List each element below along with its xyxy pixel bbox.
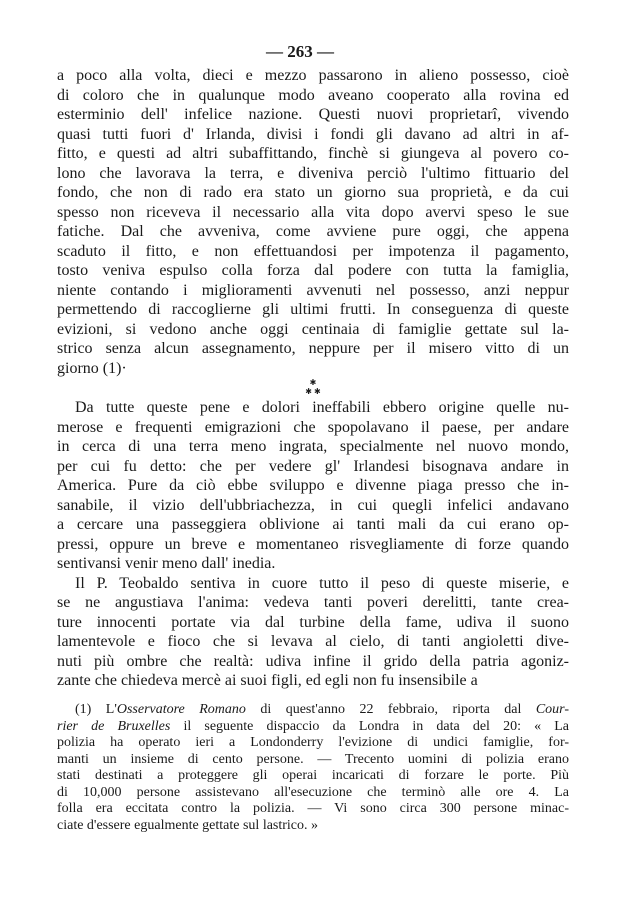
footnote-line — [57, 752, 569, 769]
footnote-text: ciate d'essere egualmente gettate sul lastrico. » — [57, 817, 319, 833]
page-number: — 263 — — [266, 42, 334, 61]
text-line: quasi tutti fuori d' Irlanda, divisi i fondi gli davano ad altri in af- — [57, 125, 569, 143]
text-line: a cercare una passeggiera oblivione ai tanti mali da cui erano op- — [57, 516, 569, 533]
text-line: fondo, che non di rado era stato un giorno sua proprietà, e da cui — [57, 184, 569, 201]
text-line: permettendo di raccoglierne gli ultimi frutti. In conseguenza di queste — [57, 301, 569, 318]
footnote-line — [57, 768, 569, 785]
footnote-text: (1) L' — [75, 702, 117, 717]
text-line: ture innocenti portate via dal turbine della fame, udiva il suono — [57, 613, 569, 631]
footnote-text: stati destinati a proteggere gli operai incaricati di forzare le porte. Più — [57, 768, 569, 783]
paragraph — [57, 66, 569, 378]
text-line: scaduto il fitto, e non effettuandosi per impotenza il pagamento, — [57, 242, 569, 260]
footnote-text: il seguente dispaccio da Londra in data del 20: « La — [170, 718, 569, 734]
footnote-line — [57, 818, 569, 835]
text-line: strico senza alcun assegnamento, neppure per il misero vitto di un — [57, 340, 569, 357]
asterism: ✱ ✱ ✱ — [305, 378, 321, 396]
footnote-line — [57, 801, 569, 818]
footnote-text: polizia ha operato ieri a Londonderry l'evizione di undici famiglie, for- — [57, 735, 569, 750]
paragraph — [57, 398, 569, 574]
footnote-text: di quest'anno 22 febbraio, riporta dal — [245, 702, 536, 717]
footnote-text: di 10,000 persone assistevano all'esecuzione che terminò alle ore 4. La — [57, 784, 569, 800]
text-line: lamentevole e fioco che si levava al cielo, di tanti angioletti dive- — [57, 633, 569, 650]
footnote-text: folla era eccitata contro la polizia. — Vi sono circa 300 persone minac- — [57, 801, 569, 816]
body-text — [57, 66, 569, 691]
text-line: giorno (1)· — [57, 359, 127, 377]
footnote — [57, 702, 569, 834]
text-line: fitto, e questi ad altri subaffittando, finchè si giungeva al povero co- — [57, 145, 569, 162]
text-line: pressi, oppure un breve e momentaneo risvegliamente di forze quando — [57, 535, 569, 553]
text-line: nuti più ombre che realtà: udiva infine il grido della patria agoniz- — [57, 652, 569, 670]
text-line: niente contando i miglioramenti avvenuti nel possesso, anzi neppur — [57, 281, 569, 299]
footnote-line — [57, 702, 569, 719]
text-line: esterminio dell' infelice nazione. Questi nuovi proprietarî, vivendo — [57, 106, 569, 123]
text-line: zante che chiedeva mercè ai suoi figli, ed egli non fu insensibile a — [57, 672, 478, 689]
text-line: America. Pure da ciò ebbe sviluppo e divenne piaga presso che in- — [57, 477, 569, 494]
text-line: se ne angustiava l'anima: vedeva tanti poveri derelitti, tante crea- — [57, 594, 569, 611]
footnote-text: manti un insieme di cento persone. — Trecento uomini di polizia erano — [57, 751, 569, 767]
italic-title: Cour- — [535, 702, 570, 717]
text-line: per cui fu detto: che per vedere gl' Irlandesi bisognava andare in — [57, 457, 569, 475]
text-line: sentivansi venir meno dall' inedia. — [57, 555, 276, 572]
text-line: Il P. Teobaldo sentiva in cuore tutto il peso di queste miserie, e — [75, 574, 569, 592]
text-line: fatiche. Dal che avveniva, come avviene pure oggi, che appena — [57, 223, 569, 240]
text-line: di coloro che in qualunque modo aveano cooperato alla rovina ed — [57, 86, 569, 104]
footnote-line — [57, 735, 569, 752]
text-line: Da tutte queste pene e dolori ineffabili ebbero origine quelle nu- — [75, 399, 569, 416]
text-line: spesso non riceveva il necessario alla vita dopo avervi speso le sue — [57, 203, 569, 221]
italic-title: Osservatore Romano — [116, 702, 246, 717]
text-line: sanabile, il vizio dell'ubbriachezza, in cui quegli infelici andavano — [57, 496, 569, 514]
text-line: evizioni, si vedono anche oggi centinaia di famiglie gettate sul la- — [57, 320, 569, 338]
italic-title: rier de Bruxelles — [57, 718, 171, 734]
text-line: a poco alla volta, dieci e mezzo passarono in alieno possesso, cioè — [57, 67, 569, 84]
text-line: tosto veniva espulso colla forza dal podere con tutta la famiglia, — [57, 262, 569, 279]
footnote-line — [57, 719, 569, 736]
paragraph — [57, 574, 569, 691]
text-line: in cerca di una terra meno ingrata, specialmente nel nuovo mondo, — [57, 438, 569, 455]
text-line: merose e frequenti emigrazioni che spopolavano il paese, per andare — [57, 418, 569, 436]
footnote-line — [57, 785, 569, 802]
text-line: lono che lavorava la terra, e diveniva perciò l'ultimo fittuario del — [57, 164, 569, 182]
